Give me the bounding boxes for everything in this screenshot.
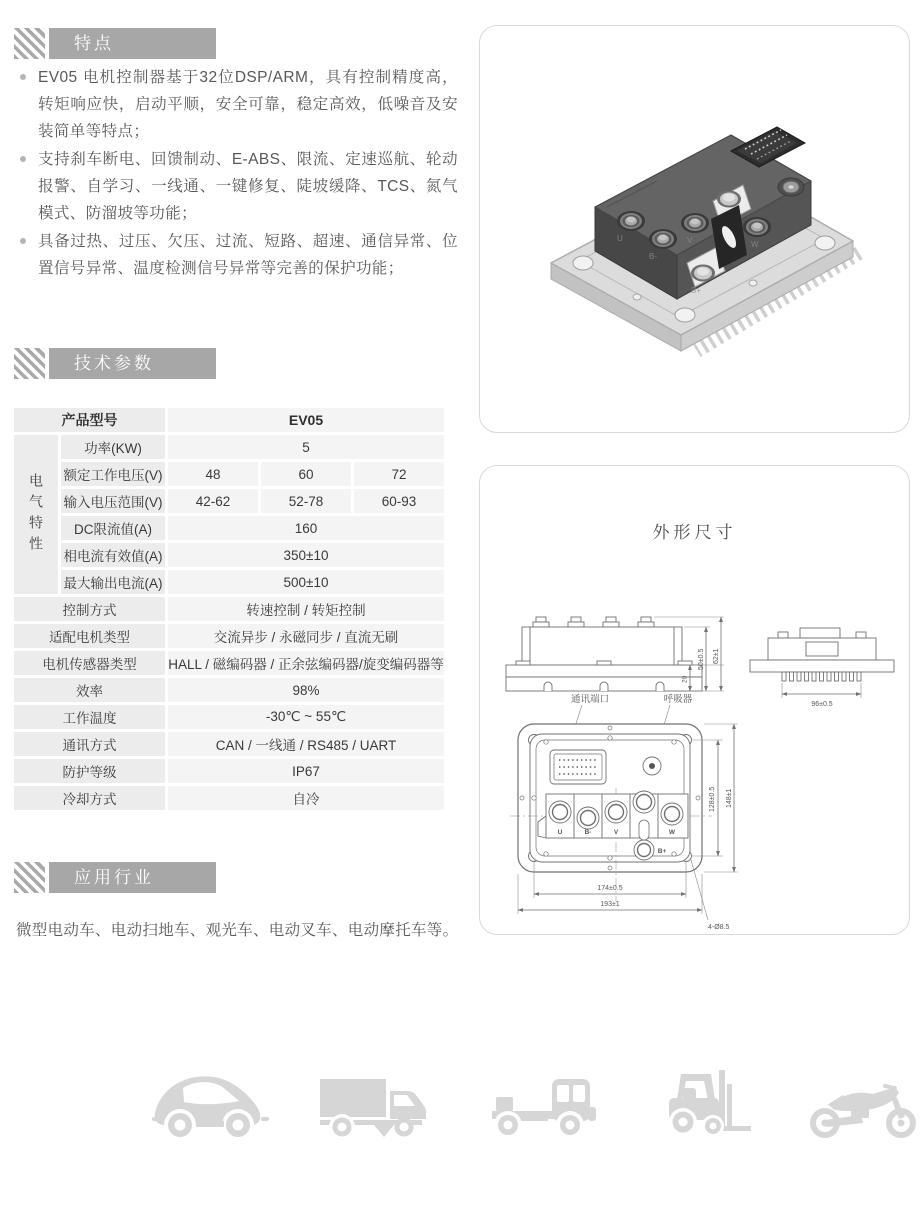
- row-label: 效率: [14, 678, 165, 702]
- dim-plate-height: 20: [681, 675, 689, 683]
- row-value: 60: [261, 462, 351, 486]
- row-value: 自冷: [168, 786, 444, 810]
- forklift-icon: [653, 1064, 757, 1150]
- row-label: 冷却方式: [14, 786, 165, 810]
- bullet-icon: [20, 74, 26, 80]
- row-value: 60-93: [354, 489, 444, 513]
- row-label: DC限流值(A): [61, 516, 165, 540]
- row-value: 52-78: [261, 489, 351, 513]
- row-value: CAN / 一线通 / RS485 / UART: [168, 732, 444, 756]
- sweeper-truck-icon: [488, 1065, 610, 1149]
- section-title-specs: 技术参数: [49, 348, 216, 379]
- hatch-decoration-icon: [14, 862, 45, 893]
- terminal-label-v: V: [613, 829, 619, 836]
- row-label: 功率(KW): [61, 435, 165, 459]
- dim-overall-width: 193±1: [600, 901, 620, 908]
- table-header-param: 产品型号: [14, 408, 165, 432]
- breather-label: 呼吸器: [663, 694, 693, 705]
- row-label: 电机传感器类型: [14, 651, 165, 675]
- dim-body-height: 50±0.5: [698, 648, 705, 670]
- feature-text: EV05 电机控制器基于32位DSP/ARM，具有控制精度高，转矩响应快，启动平顺，安全可靠，稳定高效，低噪音及安装简单等特点；: [38, 69, 458, 140]
- stud-label-v: V: [686, 236, 692, 245]
- dim-overall-height: 148±1: [726, 788, 733, 808]
- terminal-label-u: U: [557, 829, 563, 836]
- terminal-label-w: W: [668, 829, 676, 836]
- row-value: 160: [168, 516, 444, 540]
- stud-label-bminus: B-: [648, 252, 657, 261]
- row-value: HALL / 磁编码器 / 正余弦编码器/旋变编码器等: [168, 651, 444, 675]
- terminal-label-bminus: B-: [584, 829, 592, 836]
- row-label: 相电流有效值(A): [61, 543, 165, 567]
- row-value: 42-62: [168, 489, 258, 513]
- section-title-applications: 应用行业: [49, 862, 216, 893]
- stud-label-u: U: [616, 234, 623, 243]
- row-value: 350±10: [168, 543, 444, 567]
- section-header-features: [14, 28, 216, 59]
- row-value: 500±10: [168, 570, 444, 594]
- box-truck-icon: [316, 1065, 444, 1149]
- row-value: 5: [168, 435, 444, 459]
- row-value: 72: [354, 462, 444, 486]
- row-value: -30℃ ~ 55℃: [168, 705, 444, 729]
- section-title-features: 特点: [49, 28, 216, 59]
- dimensions-panel: [479, 465, 910, 935]
- terminal-label-bplus: B+: [657, 848, 667, 855]
- dimensions-title: 外形尺寸: [652, 523, 737, 542]
- comm-port-label: 通讯端口: [570, 694, 610, 705]
- row-value: 98%: [168, 678, 444, 702]
- dim-hole-note: 4-Ø8.5: [708, 924, 730, 931]
- stud-label-w: W: [750, 240, 759, 249]
- row-value: 转速控制 / 转矩控制: [168, 597, 444, 621]
- rear-view-drawing: [742, 608, 902, 720]
- table-group-label-electrical: 电气特性: [14, 435, 58, 594]
- product-render-image: [495, 59, 895, 399]
- section-header-applications: [14, 862, 216, 893]
- row-value: IP67: [168, 759, 444, 783]
- bullet-icon: [20, 238, 26, 244]
- row-label: 工作温度: [14, 705, 165, 729]
- section-header-specs: [14, 348, 216, 379]
- front-view-drawing: [502, 688, 742, 936]
- table-header-model: EV05: [168, 408, 444, 432]
- micro-ev-car-icon: [150, 1065, 272, 1149]
- list-item: [20, 146, 458, 227]
- row-label: 额定工作电压(V): [61, 462, 165, 486]
- row-label: 最大输出电流(A): [61, 570, 165, 594]
- row-value: 48: [168, 462, 258, 486]
- feature-text: 具备过热、过压、欠压、过流、短路、超速、通信异常、位置信号异常、温度检测信号异常等完善的保护功能；: [38, 233, 458, 277]
- spec-table: [14, 408, 444, 810]
- industry-icon-row: [150, 1052, 924, 1162]
- dim-fin-width: 96±0.5: [811, 701, 833, 708]
- product-image-panel: [479, 25, 910, 433]
- row-value: 交流异步 / 永磁同步 / 直流无刷: [168, 624, 444, 648]
- row-label: 输入电压范围(V): [61, 489, 165, 513]
- list-item: [20, 64, 458, 145]
- row-label: 控制方式: [14, 597, 165, 621]
- row-label: 防护等级: [14, 759, 165, 783]
- electric-motorcycle-icon: [801, 1065, 924, 1149]
- list-item: [20, 228, 458, 282]
- bullet-icon: [20, 156, 26, 162]
- row-label: 通讯方式: [14, 732, 165, 756]
- row-label: 适配电机类型: [14, 624, 165, 648]
- stud-label-bplus: B+: [690, 286, 701, 295]
- applications-text: 微型电动车、电动扫地车、观光车、电动叉车、电动摩托车等。: [16, 922, 459, 939]
- feature-text: 支持刹车断电、回馈制动、E-ABS、限流、定速巡航、轮动报警、自学习、一线通、一键修复、陡坡缓降、TCS、氮气模式、防溜坡等功能；: [38, 151, 458, 222]
- dim-hole-pitch-x: 174±0.5: [597, 885, 623, 892]
- feature-list: [20, 64, 458, 283]
- dim-total-height: 62±1: [713, 648, 720, 664]
- dim-hole-pitch-y: 128±0.5: [709, 786, 716, 812]
- hatch-decoration-icon: [14, 28, 45, 59]
- hatch-decoration-icon: [14, 348, 45, 379]
